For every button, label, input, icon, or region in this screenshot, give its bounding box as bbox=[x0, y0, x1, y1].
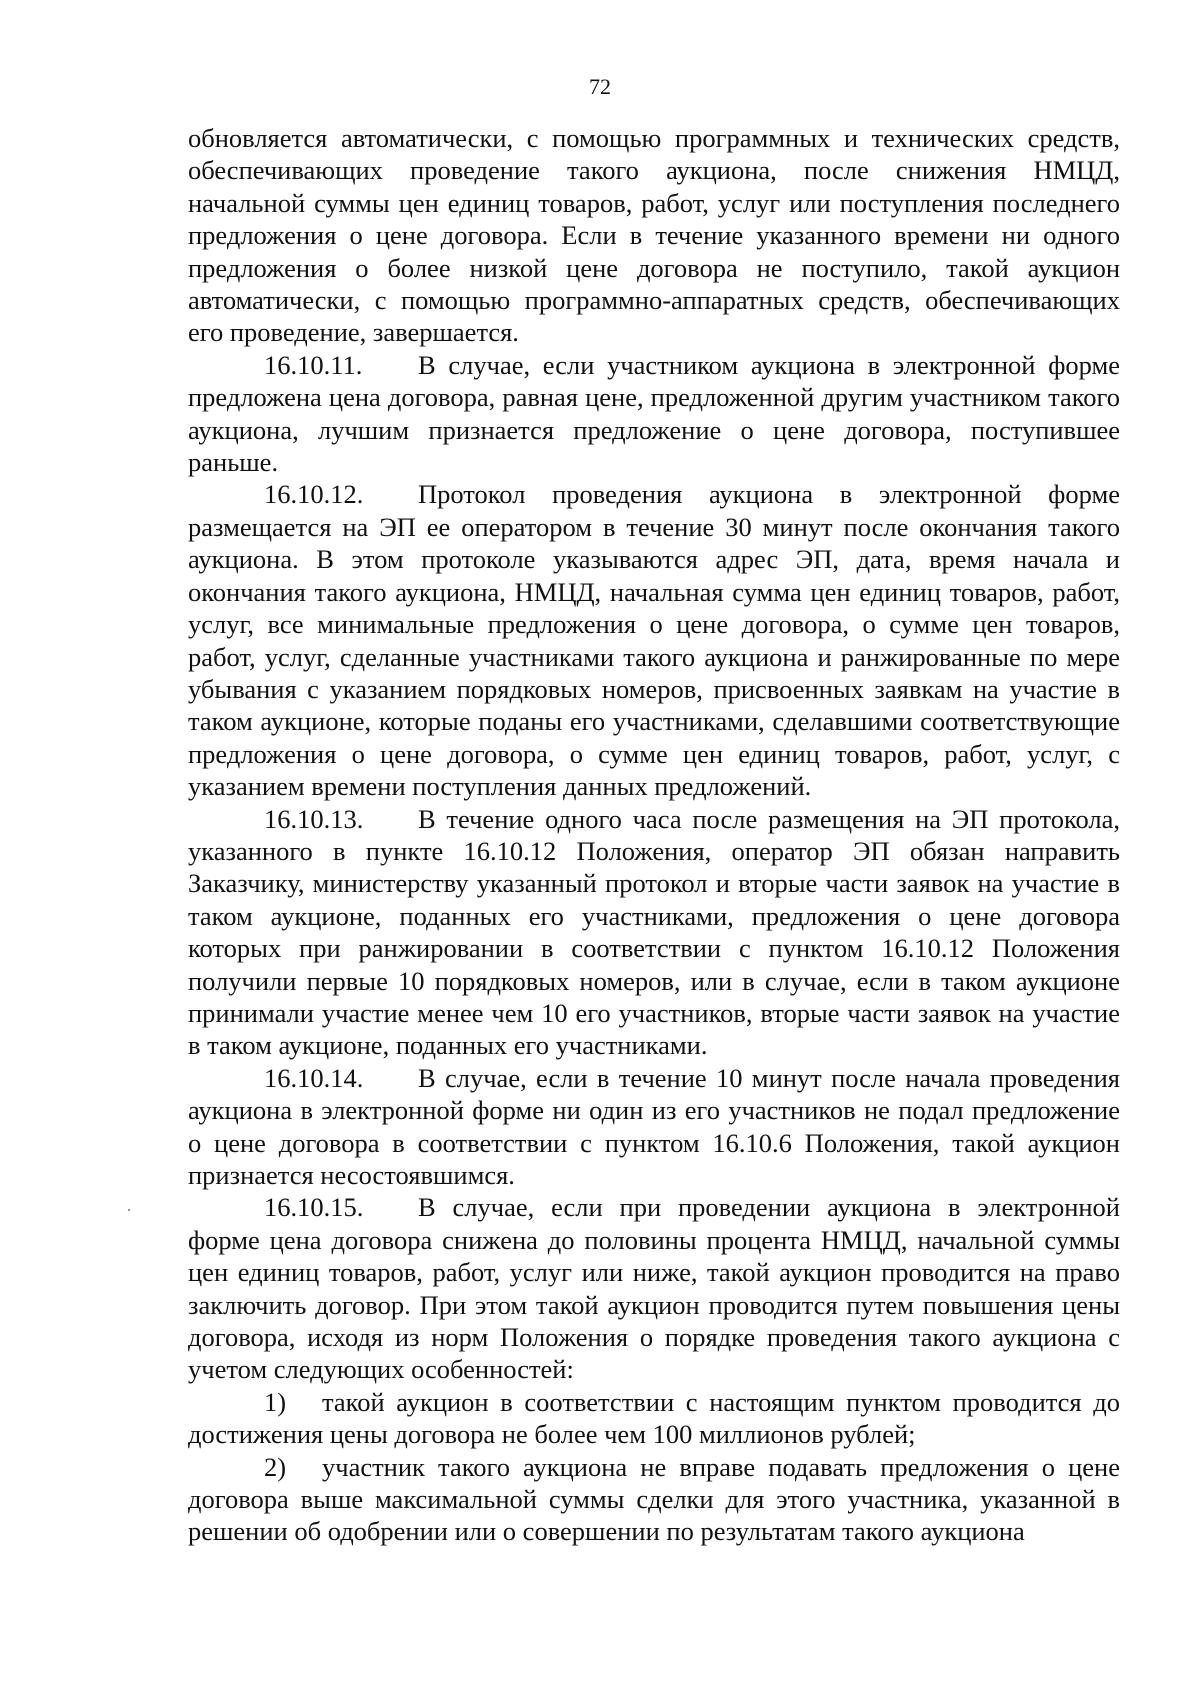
list-item-2 bbox=[188, 1451, 1120, 1548]
clause-16-10-11 bbox=[188, 349, 1120, 479]
clause-text: В случае, если при проведении аукциона в электронной форме цена договора снижена до половины процента НМЦД, начальной суммы цен единиц товаров, работ, услуг или ниже, такой аукцион проводится на право заключить договор. При этом такой аукцион проводится путем повышения цены договора, исходя из норм Положения о порядке проведения такого аукциона с учетом следующих особенностей: bbox=[188, 1192, 1120, 1385]
list-item-number: 1) bbox=[264, 1386, 287, 1417]
clause-text: Протокол проведения аукциона в электронной форме размещается на ЭП ее оператором в течение 30 минут после окончания такого аукциона. В этом протоколе указываются адрес ЭП, дата, время начала и окончания такого аукциона, НМЦД, начальная сумма цен единиц товаров, работ, услуг, все минимальные предложения о цене договора, о сумме цен товаров, работ, услуг, сделанные участниками такого аукциона и ранжированные по мере убывания с указанием порядковых номеров, присвоенных заявкам на участие в таком аукционе, которые поданы его участниками, сделавшими соответствующие предложения о цене договора, о сумме цен единиц товаров, работ, услуг, с указанием времени поступления данных предложений. bbox=[188, 479, 1120, 802]
clause-16-10-12 bbox=[188, 478, 1120, 802]
list-item-text: такой аукцион в соответствии с настоящим пунктом проводится до достижения цены договора не более чем 100 миллионов рублей; bbox=[188, 1386, 1120, 1450]
continuation-paragraph: обновляется автоматически, с помощью программных и технических средств, обеспечивающих проведение такого аукциона, после снижения НМЦД, начальной суммы цен единиц товаров, работ, услуг или поступления последнего предложения о цене договора. Если в течение указанного времени ни одного предложения о более низкой цене договора не поступило, такой аукцион автоматически, с помощью программно-аппаратных средств, обеспечивающих его проведение, завершается. bbox=[188, 123, 1120, 348]
document-body bbox=[188, 122, 1120, 1548]
clause-16-10-13 bbox=[188, 803, 1120, 1062]
page-number: 72 bbox=[589, 74, 611, 99]
clause-text: В течение одного часа после размещения на ЭП протокола, указанного в пункте 16.10.12 Положения, оператор ЭП обязан направить Заказчику, министерству указанный протокол и вторые части заявок на участие в таком аукционе, поданных его участниками, предложения о цене договора которых при ранжировании в соответствии с пунктом 16.10.12 Положения получили первые 10 порядковых номеров, или в случае, если в таком аукционе принимали участие менее чем 10 его участников, вторые части заявок на участие в таком аукционе, поданных его участниками. bbox=[188, 803, 1120, 1061]
clause-number: 16.10.11. bbox=[264, 349, 363, 380]
list-item-1 bbox=[188, 1386, 1120, 1451]
clause-16-10-14 bbox=[188, 1062, 1120, 1192]
clause-number: 16.10.15. bbox=[264, 1192, 364, 1223]
scan-speck bbox=[128, 1209, 130, 1211]
clause-number: 16.10.12. bbox=[264, 479, 364, 510]
clause-number: 16.10.13. bbox=[264, 803, 364, 834]
list-item-text: участник такого аукциона не вправе подавать предложения о цене договора выше максимальной суммы сделки для этого участника, указанной в решении об одобрении или о совершении по результатам такого аукциона bbox=[188, 1451, 1120, 1547]
clause-16-10-15 bbox=[188, 1191, 1120, 1385]
list-item-number: 2) bbox=[264, 1451, 287, 1482]
clause-text: В случае, если участником аукциона в электронной форме предложена цена договора, равная цене, предложенной другим участником такого аукциона, лучшим признается предложение о цене договора, поступившее раньше. bbox=[188, 349, 1120, 478]
clause-number: 16.10.14. bbox=[264, 1062, 364, 1093]
clause-text: В случае, если в течение 10 минут после начала проведения аукциона в электронной форме ни один из его участников не подал предложение о цене договора в соответствии с пунктом 16.10.6 Положения, такой аукцион признается несостоявшимся. bbox=[188, 1062, 1120, 1190]
